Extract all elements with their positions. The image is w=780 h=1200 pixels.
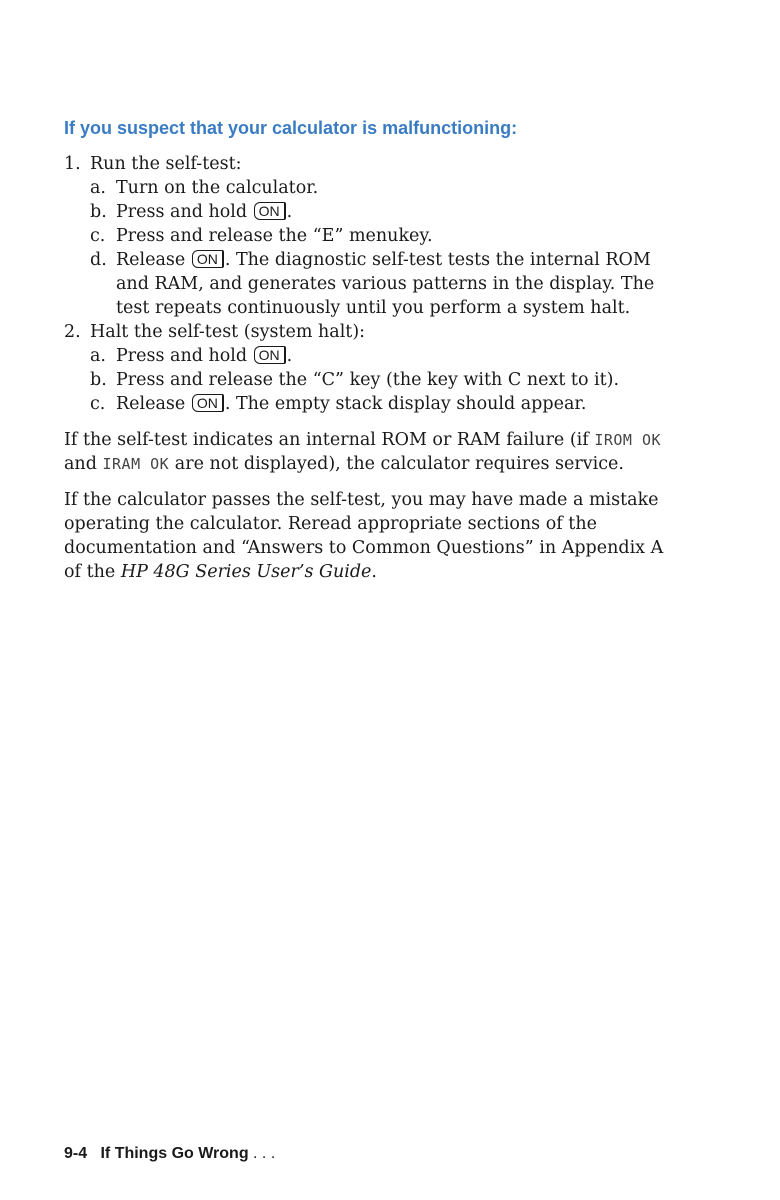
substep <box>64 248 684 320</box>
service-text: and <box>64 454 103 474</box>
service-text: If the self-test indicates an internal ROM or RAM failure (if <box>64 430 595 450</box>
mistake-text: If the calculator passes the self-test, you may have made a mistake operating the calculator. Reread appropriate sections of the documentation and “Answers to Common Questions” in Appendix A of the <box>64 490 664 582</box>
substep-text: Turn on the calculator. <box>116 178 319 198</box>
substep <box>64 368 684 392</box>
step-1 <box>64 152 684 320</box>
substep-letter: a. <box>90 346 106 366</box>
service-paragraph <box>64 428 684 476</box>
irom-ok-code: IROM OK <box>594 431 662 449</box>
iram-ok-code: IRAM OK <box>102 455 170 473</box>
substep-text-end: . The empty stack display should appear. <box>224 394 587 414</box>
step-number: 1. <box>64 154 81 174</box>
substep-letter: d. <box>90 250 107 270</box>
service-text: are not displayed), the calculator requires service. <box>169 454 624 474</box>
substep-letter: a. <box>90 178 106 198</box>
substep-letter: c. <box>90 226 106 246</box>
substep <box>64 392 684 416</box>
on-key-icon: ON <box>192 250 224 268</box>
substep <box>64 200 684 224</box>
substep-text: Press and release the “C” key (the key with C next to it). <box>116 370 620 390</box>
footer-ellipsis: . . . <box>248 1145 276 1162</box>
step-text: Halt the self-test (system halt): <box>90 322 366 342</box>
page-footer <box>64 1145 275 1163</box>
substep-text-end: . <box>286 202 293 222</box>
page-number: 9-4 <box>64 1145 88 1162</box>
substep-text: Press and hold <box>116 202 253 222</box>
users-guide-title: HP 48G Series User’s Guide <box>120 562 372 582</box>
on-key-icon: ON <box>254 346 286 364</box>
step-text: Run the self-test: <box>90 154 242 174</box>
substep-text: Press and release the “E” menukey. <box>116 226 433 246</box>
mistake-text-end: . <box>371 562 377 582</box>
substep-text-end: . The diagnostic self-test tests the internal ROM and RAM, and generates various patterns in the display. The test repeats continuously until you perform a system halt. <box>116 250 655 318</box>
on-key-icon: ON <box>192 394 224 412</box>
step-2 <box>64 320 684 416</box>
substep-letter: b. <box>90 202 107 222</box>
substep <box>64 344 684 368</box>
step-number: 2. <box>64 322 81 342</box>
substep-letter: c. <box>90 394 106 414</box>
substep-text-end: . <box>286 346 293 366</box>
substep-text: Press and hold <box>116 346 253 366</box>
substep-text: Release <box>116 394 191 414</box>
substep <box>64 176 684 200</box>
on-key-icon: ON <box>254 202 286 220</box>
chapter-title: If Things Go Wrong <box>100 1145 249 1162</box>
substep <box>64 224 684 248</box>
substep-letter: b. <box>90 370 107 390</box>
section-heading: If you suspect that your calculator is malfunctioning: <box>64 118 518 138</box>
substep-text: Release <box>116 250 191 270</box>
mistake-paragraph <box>64 488 684 584</box>
instructions <box>64 152 684 584</box>
